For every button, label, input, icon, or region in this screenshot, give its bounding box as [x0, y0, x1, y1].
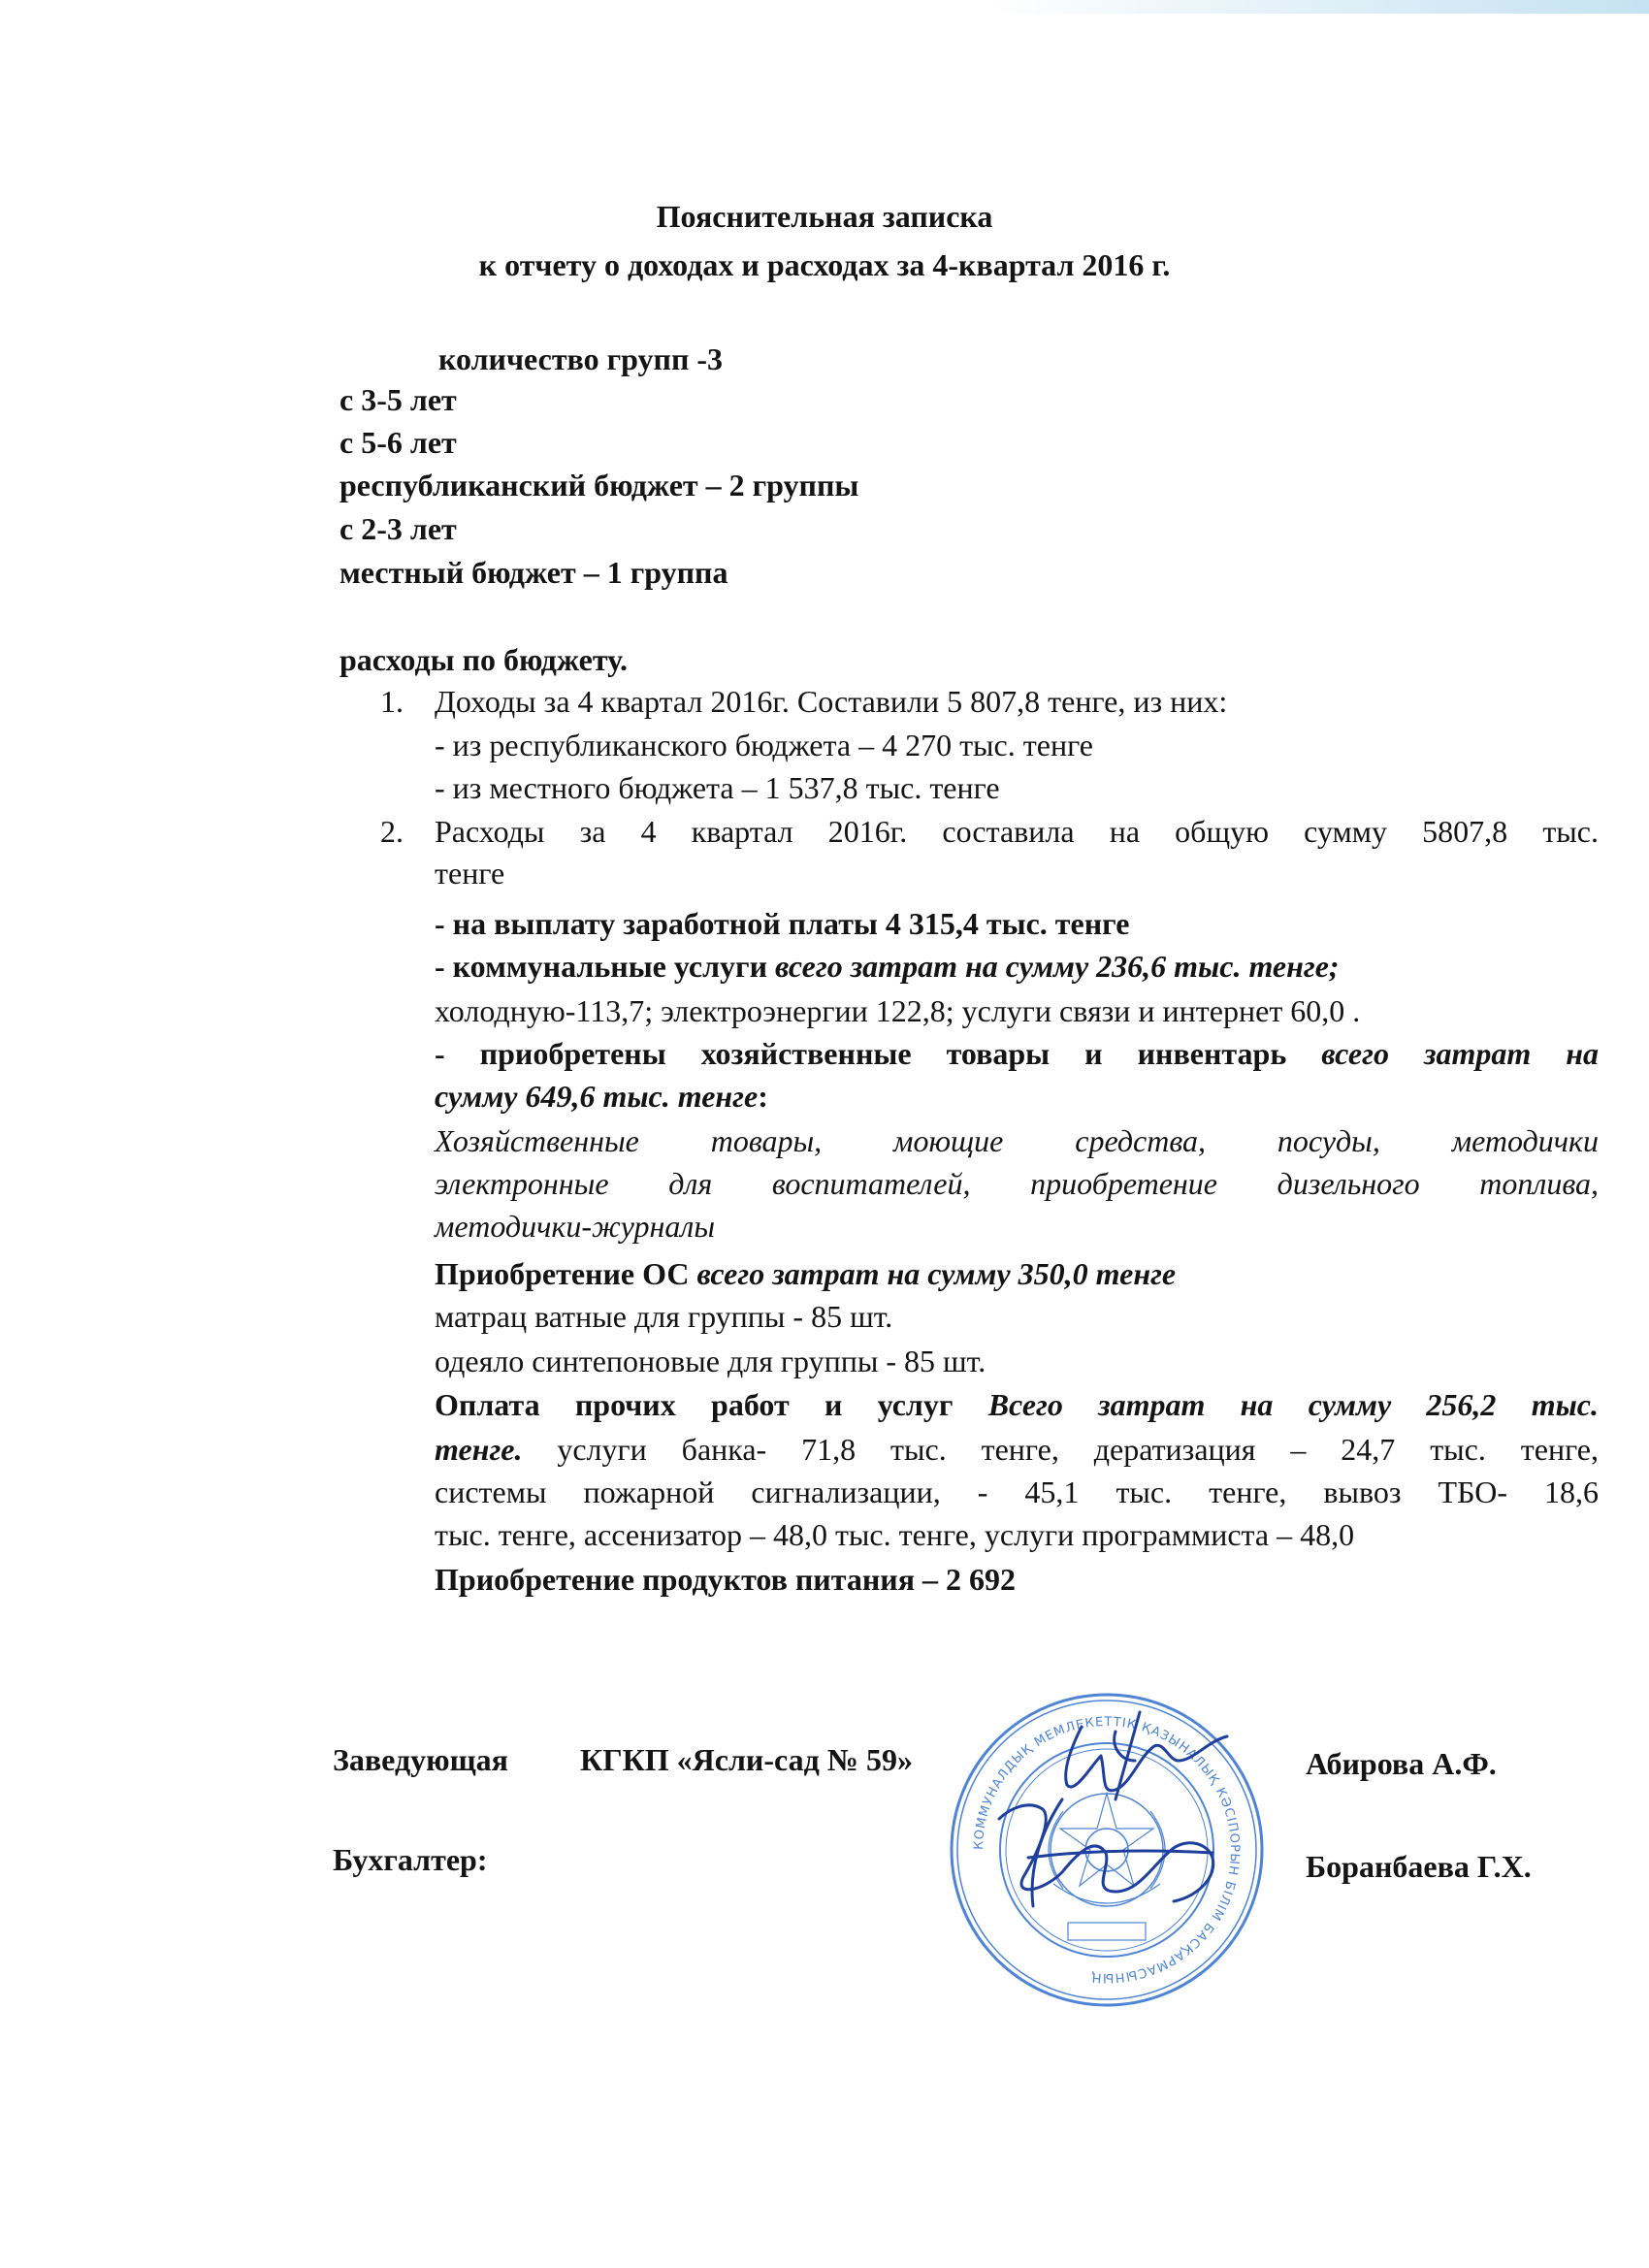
- local-budget-groups: местный бюджет – 1 группа: [340, 555, 728, 590]
- republican-budget-groups: республиканский бюджет – 2 группы: [340, 468, 859, 502]
- expenses-heading: расходы по бюджету.: [340, 642, 628, 677]
- item-2-number: 2.: [380, 814, 404, 849]
- stamp-ring-text: КОММУНАЛДЫҚ МЕМЛЕКЕТТІК ҚАЗЫНАЛЫҚ КӘСІПОРЫН БІЛІМ БАСҚАРМАСЫНЫҢ: [971, 1714, 1243, 1986]
- handwritten-signatures: [970, 1702, 1261, 1940]
- household-line-cont: [435, 1077, 768, 1116]
- other-services-detail-3: тыс. тенге, ассенизатор – 48,0 тыс. тенге, услуги программиста – 48,0: [435, 1517, 1355, 1552]
- fixed-assets-line: [435, 1254, 1176, 1293]
- household-detail-2: электронные для воспитателей, приобретение дизельного топлива,: [435, 1166, 1599, 1201]
- utilities-amount: всего затрат на сумму 236,6 тыс. тенге;: [775, 949, 1340, 984]
- groups-count: количество групп -3: [438, 341, 724, 376]
- document-title: Пояснительная записка: [656, 199, 993, 234]
- other-services-label: Оплата прочих работ и услуг: [435, 1387, 988, 1422]
- head-title: Заведующая: [333, 1742, 508, 1777]
- item-1-number: 1.: [380, 684, 404, 719]
- household-amount-part2: сумму 649,6 тыс. тенге: [435, 1079, 759, 1114]
- other-services-amount: Всего затрат на сумму 256,2 тыс.: [987, 1387, 1600, 1422]
- utilities-label: - коммунальные услуги: [435, 949, 776, 984]
- household-detail-3: методички-журналы: [435, 1209, 716, 1244]
- utilities-detail: холодную-113,7; электроэнергии 122,8; услуги связи и интернет 60,0 .: [435, 993, 1361, 1028]
- household-detail-1: Хозяйственные товары, моющие средства, посуды, методички: [435, 1123, 1599, 1158]
- organization-name: КГКП «Ясли-сад № 59»: [580, 1742, 913, 1777]
- blankets-line: одеяло синтепоновые для группы - 85 шт.: [435, 1344, 986, 1378]
- household-line: [435, 1034, 1599, 1073]
- income-total: Доходы за 4 квартал 2016г. Составили 5 807,8 тенге, из них:: [435, 684, 1228, 719]
- expenses-total: Расходы за 4 квартал 2016г. составила на общую сумму 5807,8 тыс.: [435, 814, 1599, 849]
- mattresses-line: матрац ватные для группы - 85 шт.: [435, 1299, 893, 1334]
- document-subtitle: к отчету о доходах и расходах за 4-квартал 2016 г.: [478, 247, 1171, 282]
- other-services-detail-1: [435, 1430, 1599, 1469]
- head-name: Абирова А.Ф.: [1306, 1746, 1497, 1781]
- group-age-3-5: с 3-5 лет: [340, 382, 457, 417]
- utilities-line: [435, 947, 1340, 986]
- accountant-name: Боранбаева Г.Х.: [1306, 1849, 1532, 1884]
- other-services-line: [435, 1385, 1599, 1424]
- other-services-amount-cont: тенге.: [435, 1432, 523, 1467]
- other-services-bank: услуги банка- 71,8 тыс. тенге, дератизация – 24,7 тыс. тенге,: [522, 1432, 1599, 1467]
- household-colon: :: [758, 1079, 768, 1114]
- fixed-assets-label: Приобретение ОС: [435, 1256, 697, 1291]
- food-purchase-line: Приобретение продуктов питания – 2 692: [435, 1562, 1017, 1597]
- income-republican: - из республиканского бюджета – 4 270 тыс. тенге: [435, 728, 1093, 762]
- group-age-5-6: с 5-6 лет: [340, 425, 457, 460]
- other-services-detail-2: системы пожарной сигнализации, - 45,1 тыс. тенге, вывоз ТБО- 18,6: [435, 1474, 1599, 1509]
- expenses-total-cont: тенге: [435, 856, 505, 891]
- fixed-assets-amount: всего затрат на сумму 350,0 тенге: [696, 1256, 1177, 1291]
- household-label: - приобретены хозяйственные товары и инвентарь: [435, 1036, 1322, 1071]
- income-local: - из местного бюджета – 1 537,8 тыс. тенге: [435, 770, 1000, 805]
- group-age-2-3: с 2-3 лет: [340, 511, 457, 546]
- salary-line: - на выплату заработной платы 4 315,4 тыс. тенге: [435, 906, 1130, 941]
- accountant-title: Бухгалтер:: [333, 1842, 488, 1877]
- household-amount-part1: всего затрат на: [1321, 1036, 1600, 1071]
